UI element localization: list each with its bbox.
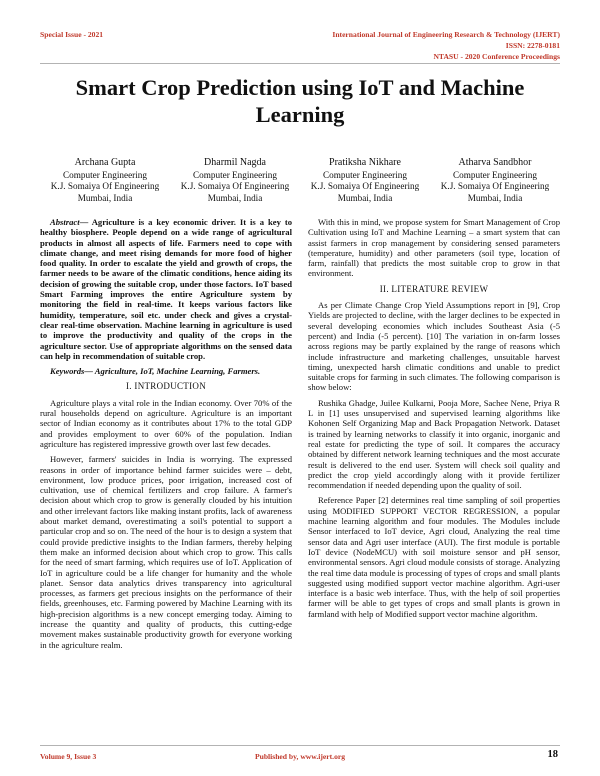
abstract xyxy=(40,217,292,361)
keywords-label: Keywords xyxy=(50,366,85,377)
paper-title: Smart Crop Prediction using IoT and Machine Learning xyxy=(75,75,525,127)
intro-continued-paragraph: With this in mind, we propose system for Smart Management of Crop Cultivation using IoT and Machine Learning – a smart system that can assist farmers in crop management by considering sensed parameters (temperature, humidity) and other parameters (soil type, location of farm, rainfall) that predicts the most suitable crop to grow in that environment. xyxy=(308,217,560,279)
footer-publisher: Published by, www.ijert.org xyxy=(254,752,346,761)
author-dept: Computer Engineering xyxy=(193,169,277,180)
author-name: Archana Gupta xyxy=(74,157,136,168)
author-institution: K.J. Somaiya Of Engineering xyxy=(310,181,420,191)
keywords xyxy=(40,366,292,376)
intro-paragraph: However, farmers' suicides in India is worrying. The expressed reasons in order of importance behind farmer suicides were – debt, environment, low produce prices, poor irrigation, increased cost of cultivation, use of chemical fertilizers and crop failure. A farmer's decision about which crop to grow is generally clouded by his intuition and other irrelevant factors like making instant profits, lack of awareness about market demand, overestimating a soil's potential to support a particular crop and so on. The need of the hour is to design a system that could provide predictive insights to the Indian farmers, thereby helping them make an informed decision about which crop to grow. This calls for the need of smart farming, which requires use of IoT. Application of IoT in agriculture could be a life changer for humanity and the whole planet. Sensor data analytics drives transparency into agricultural processes, as farmers get precious insights on the performance of their fields, greenhouses, etc. Farming powered by Machine Learning with its high-precision algorithms is a new concept emerging today. Aiming to increase the quantity and quality of products, this cutting-edge movement makes sustainable productivity growth for everyone working in the agriculture realm. xyxy=(40,454,292,650)
abstract-text: — Agriculture is a key economic driver. It is a key to healthy biosphere. People depend on a wide range of agricultural products in almost all aspects of life. Farmers need to cope with climate change, and meet rising demands for more food of higher food quality. In order to escalate the yield and growth of crops, the farmer needs to be aware of the climatic conditions, hence aiding its decision of growing the suitable crop, under those factors. IoT based Smart Farming improves the entire Agriculture system by monitoring the field in real-time. It keeps various factors like humidity, temperature, soil etc. under check and gives a crystal-clear real-time observation. Machine learning in agriculture is used to improve the productivity and quality of the crops in the agriculture sector. Use of appropriate algorithms on the sensed data can help in recommendation of suitable crop. xyxy=(40,217,292,361)
right-column xyxy=(308,217,560,624)
author-1 xyxy=(40,157,170,204)
literature-paragraph: Reference Paper [2] determines real time sampling of soil properties using MODIFIED SUPPORT VECTOR REGRESSION, a popular machine learning algorithm and four modules. The Modules include Sensor interfaced to IoT device, Agri cloud, Analyzing the real time sensor data and Agri user interface (AUI). The first module is portable IoT device (NodeMCU) with soil moisture sensor and pH sensor, environmental sensors. Agri cloud module consists of storage. Analyzing the real time data module is processing of types of crops and small plants suggested using modified support vector machine algorithm. Agri-user interface is a basic web interface. Thus, with the help of soil properties farmer will be able to get types of crops and small plants is grown in farmland with help of Modified support vector machine algorithm. xyxy=(308,495,560,619)
author-block xyxy=(40,157,560,204)
header-issn: ISSN: 2278-0181 xyxy=(505,41,560,50)
author-location: Mumbai, India xyxy=(337,192,393,203)
author-dept: Computer Engineering xyxy=(453,169,537,180)
footer-volume: Volume 9, Issue 3 xyxy=(40,752,97,761)
section-heading-literature-review: II. LITERATURE REVIEW xyxy=(379,283,489,294)
author-dept: Computer Engineering xyxy=(63,169,147,180)
left-column xyxy=(40,217,292,655)
keywords-text: — Agriculture, IoT, Machine Learning, Farmers. xyxy=(84,366,261,377)
author-2 xyxy=(170,157,300,204)
author-location: Mumbai, India xyxy=(207,192,263,203)
intro-paragraph: Agriculture plays a vital role in the Indian economy. Over 70% of the rural households depend on agriculture. Agriculture is an important sector of Indian economy as it contributes about 17% to the total GDP and provides employment to over 60% of the population. Indian agriculture has registered impressive growth over last few decades. xyxy=(40,397,292,449)
abstract-label: Abstract xyxy=(50,217,80,227)
author-3 xyxy=(300,157,430,204)
author-institution: K.J. Somaiya Of Engineering xyxy=(50,181,160,191)
author-name: Pratiksha Nikhare xyxy=(329,157,401,168)
author-name: Dharmil Nagda xyxy=(204,157,266,168)
author-4 xyxy=(430,157,560,204)
page-number: 18 xyxy=(547,749,558,760)
author-location: Mumbai, India xyxy=(77,192,133,203)
header-conference: NTASU - 2020 Conference Proceedings xyxy=(433,52,560,61)
author-institution: K.J. Somaiya Of Engineering xyxy=(180,181,290,191)
header-rule xyxy=(40,63,560,64)
footer-rule xyxy=(40,745,560,746)
author-name: Atharva Sandbhor xyxy=(458,157,532,168)
author-dept: Computer Engineering xyxy=(323,169,407,180)
author-institution: K.J. Somaiya Of Engineering xyxy=(440,181,550,191)
header-issue: Special Issue - 2021 xyxy=(40,30,104,39)
header-journal: International Journal of Engineering Research & Technology (IJERT) xyxy=(332,30,560,39)
literature-paragraph: As per Climate Change Crop Yield Assumptions report in [9], Crop Yields are projected to decline, with the larger declines to be expected in several developing economies which includes Southeast Asia (-5 percent) and India (-5 percent). [10] The variation in on-farm losses across regions may be partly explained by the range of reasons which include infrastructure and marketing challenges, unsuitable harvest timing, unexpected harsh climatic conditions and unable to predict suitable crops for farming in such climates. The following comparison is show below: xyxy=(308,300,560,393)
section-heading-introduction: I. INTRODUCTION xyxy=(126,381,206,392)
literature-paragraph: Rushika Ghadge, Juilee Kulkarni, Pooja More, Sachee Nene, Priya R L in [1] uses unsupervised and supervised learning algorithms like Kohonen Self Organizing Map and Back Propagation Network. Dataset is trained by learning networks to classify it into organic, inorganic and real estate for predicting the type of soil. It compares the accuracy obtained by different network learning techniques and the most accurate result is delivered to the end user. System will check soil quality and predict the crop yield accordingly along with it provide fertilizer recommendation if needed depending upon the quality of soil. xyxy=(308,397,560,491)
author-location: Mumbai, India xyxy=(467,192,523,203)
